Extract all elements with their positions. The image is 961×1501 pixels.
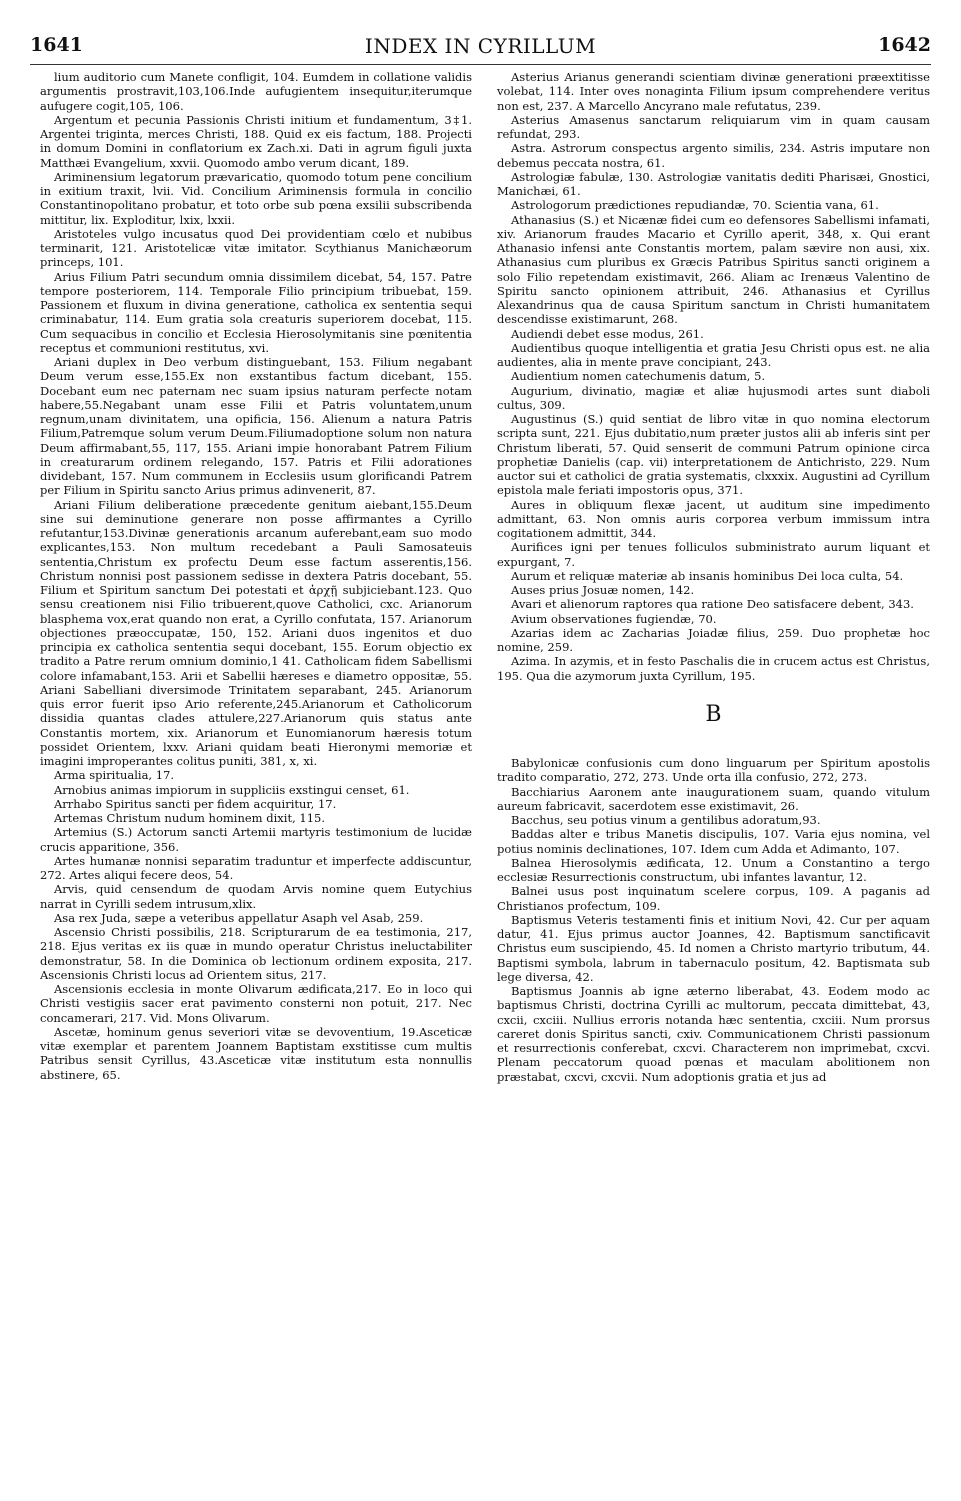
index-entry: Artemius (S.) Actorum sancti Artemii martyris testimonium de lucidæ crucis apparitione, 356. bbox=[40, 825, 472, 854]
index-entry: Avari et alienorum raptores qua ratione Deo satisfacere debent, 343. bbox=[511, 597, 914, 612]
index-entry: Auses prius Josuæ nomen, 142. bbox=[511, 583, 695, 597]
right-column-a-entries bbox=[497, 70, 930, 683]
index-entry: Arvis, quid censendum de quodam Arvis nomine quem Eutychius narrat in Cyrilli sedem intrusum,xlix. bbox=[40, 882, 472, 911]
running-title: INDEX IN CYRILLUM bbox=[364, 34, 597, 58]
index-entry: Arius Filium Patri secundum omnia dissimilem dicebat, 54, 157. Patre tempore posteriorem, 114. Temporale Filio principium tribuebat, 159. Passionem et fluxum in divina generatione, catholica ex sententia sequi criminabatur, 114. Eum gratia sola creaturis superiorem docebat, 115. Cum sequacibus in concilio et Ecclesia Hierosolymitanis sine pœnitentia receptus et communioni restitutus, xvi. bbox=[40, 269, 472, 355]
left-column bbox=[40, 70, 472, 1082]
index-entry: Audiendi debet esse modus, 261. bbox=[511, 326, 704, 341]
index-entry: Ariani duplex in Deo verbum distinguebant, 153. Filium negabant Deum verum esse,155.Ex non exstantibus factum dicebant, 155. Docebant eum nec paternam nec suam ipsius naturam perfecte notam habere,55.Negabant unam esse Filii et Patris voluntatem,unum regnum,unam divinitatem, una opificia, 156. Alienum a natura Patris Filium,Patremque solum verum Deum.Filiumadoptione solum non natura Deum affirmabant,55, 117, 155. Ariani impie honorabant Patrem Filium in creaturarum ordinem relegando, 157. Patris et Filii adorationes dividebant, 157. Num communem in Ecclesiis usum glorificandi Patrem per Filium in Spiritu sancto Arius primus adinvenerit, 87. bbox=[40, 355, 472, 498]
index-entry: Baptismus Joannis ab igne æterno liberabat, 43. Eodem modo ac baptismus Christi, doctrina Cyrilli ac multorum, peccata dimittebat, 43, cxcii, cxciii. Nullius erroris notanda hæc sententia, cxciii. Num prorsus careret donis Spiritus sancti, cxiv. Communicationem Christi passionum et resurrectionis conferebat, cxcvi. Characterem non imprimebat, cxcvi. Plenam peccatorum quoad pœnas et maculam abolitionem non præstabat, cxcvi, cxcvii. Num adoptionis gratia et jus ad bbox=[497, 984, 930, 1084]
index-entry: lium auditorio cum Manete confligit, 104. Eumdem in collatione validis argumentis prostravit,103,106.Inde aufugientem insequitur,iterumque aufugere cogit,105, 106. bbox=[40, 70, 472, 113]
index-entry: Augurium, divinatio, magiæ et aliæ hujusmodi artes sunt diaboli cultus, 309. bbox=[497, 383, 930, 412]
index-entry: Balnei usus post inquinatum scelere corpus, 109. A paganis ad Christianos profectum, 109. bbox=[497, 884, 930, 913]
index-entry: Audientium nomen catechumenis datum, 5. bbox=[511, 369, 766, 384]
index-entry: Artemas Christum nudum hominem dixit, 115. bbox=[54, 811, 325, 825]
section-letter-heading: B bbox=[705, 701, 722, 727]
index-entry: Asterius Arianus generandi scientiam divinæ generationi præextitisse volebat, 114. Inter oves nonaginta Filium ipsum comprehendere veritus non est, 237. A Marcello Ancyrano male refutatus, 239. bbox=[497, 70, 930, 113]
index-entry: Asa rex Juda, sæpe a veteribus appellatur Asaph vel Asab, 259. bbox=[54, 910, 424, 925]
index-entry: Ascensio Christi possibilis, 218. Scripturarum de ea testimonia, 217, 218. Ejus veritas ex iis quæ in mundo operatur Christus ineluctabiliter demonstratur, 58. In die Dominica ob lectionum ordinem exposita, 217. Ascensionis Christi locus ad Orientem situs, 217. bbox=[40, 925, 472, 982]
page-header bbox=[30, 34, 931, 60]
index-entry: Bacchiarius Aaronem ante inaugurationem suam, quando vitulum aureum fabricavit, sacerdotem esse existimavit, 26. bbox=[497, 784, 930, 813]
index-entry: Augustinus (S.) quid sentiat de libro vitæ in quo nomina electorum scripta sunt, 221. Ejus dubitatio,num præter justos alii ab inferis sint per Christum liberati, 57. Quid senserit de communi Patrum opinione circa prophetiæ Danielis (cap. vii) interpretationem de Antichristo, 229. Num auctor sui et catholici de gratia systematis, clxxxix. Augustini ad Cyrillum epistola male feriati impostoris opus, 371. bbox=[497, 412, 930, 498]
index-entry: Bacchus, seu potius vinum a gentilibus adoratum,93. bbox=[511, 813, 821, 827]
right-page-number: 1642 bbox=[878, 34, 931, 56]
header-rule bbox=[30, 64, 931, 65]
index-entry: Artes humanæ nonnisi separatim traduntur et imperfecte addiscuntur, 272. Artes aliqui fecere deos, 54. bbox=[40, 853, 472, 882]
index-entry: Azima. In azymis, et in festo Paschalis die in crucem actus est Christus, 195. Qua die azymorum juxta Cyrillum, 195. bbox=[497, 654, 930, 683]
index-entry: Aurifices igni per tenues folliculos subministrato aurum liquant et expurgant, 7. bbox=[497, 540, 930, 569]
right-column-b-entries bbox=[497, 756, 930, 1084]
index-entry: Avium observationes fugiendæ, 70. bbox=[511, 611, 717, 626]
index-entry: Ascetæ, hominum genus severiori vitæ se devoventium, 19.Asceticæ vitæ exemplar et parentem Joannem Baptistam exstitisse cum multis Patribus sensit Cyrillus, 43.Asceticæ vitæ institutum esta nonnullis abstinere, 65. bbox=[40, 1024, 472, 1082]
index-entry: Ascensionis ecclesia in monte Olivarum ædificata,217. Eo in loco qui Christi vestigiis sacer erat pavimento consterni non potuit, 217. Nec concamerari, 217. Vid. Mons Olivarum. bbox=[40, 982, 472, 1025]
index-entry: Baptismus Veteris testamenti finis et initium Novi, 42. Cur per aquam datur, 41. Ejus primus auctor Joannes, 42. Baptismum sanctificavit Christus eum suscipiendo, 45. Id nomen a Christo martyrio tributum, 44. Baptismi symbola, labrum in tabernaculo positum, 42. Baptismata sub lege diversa, 42. bbox=[497, 912, 930, 984]
index-entry: Asterius Amasenus sanctarum reliquiarum vim in quam causam refundat, 293. bbox=[497, 112, 930, 141]
index-entry: Baddas alter e tribus Manetis discipulis, 107. Varia ejus nomina, vel potius nominis declinationes, 107. Idem cum Adda et Adimanto, 107. bbox=[497, 827, 930, 856]
index-entry: Ariminensium legatorum prævaricatio, quomodo totum pene concilium in exitium traxit, lvii. Vid. Concilium Ariminensis formula in concilio Constantinopolitano probatur, et toto orbe sub pœna exsilii subscribenda mittitur, lix. Exploditur, lxix, lxxii. bbox=[40, 169, 472, 227]
index-entry: Athanasius (S.) et Nicænæ fidei cum eo defensores Sabellismi infamati, xiv. Arianorum fraudes Macario et Cyrillo aperit, 348, x. Qui erant Athanasio infensi ante Constantis mortem, palam sævire non ausi, xix. Athanasius cum pluribus ex Græcis Patribus Spiritus sancti originem a solo Filio repetendam existimavit, 266. Aliam ac Irenæus Valentino de Spiritu sancto opinionem attribuit, 246. Athanasius et Cyrillus Alexandrinus qua de causa Spiritum sanctum in Christi humanitatem descendisse existimarunt, 268. bbox=[497, 212, 930, 327]
right-column bbox=[497, 70, 930, 1084]
index-entry: Babylonicæ confusionis cum dono linguarum per Spiritum apostolis tradito comparatio, 272, 273. Unde orta illa confusio, 272, 273. bbox=[497, 756, 930, 785]
index-entry: Arma spiritualia, 17. bbox=[54, 768, 175, 783]
index-entry: Aures in obliquum flexæ jacent, ut auditum sine impedimento admittant, 63. Non omnis auris corporea verbum immissum intra cogitationem admittit, 344. bbox=[497, 497, 930, 540]
index-entry: Arrhabo Spiritus sancti per fidem acquiritur, 17. bbox=[54, 796, 337, 811]
index-entry: Astra. Astrorum conspectus argento similis, 234. Astris imputare non debemus peccata nostra, 61. bbox=[497, 141, 930, 170]
index-entry: Astrologiæ fabulæ, 130. Astrologiæ vanitatis dediti Pharisæi, Gnostici, Manichæi, 61. bbox=[497, 169, 930, 198]
index-entry: Aristoteles vulgo incusatus quod Dei providentiam cœlo et nubibus terminarit, 121. Aristotelicæ vitæ imitator. Scythianus Manichæorum princeps, 101. bbox=[40, 226, 472, 270]
left-page-number: 1641 bbox=[30, 34, 83, 56]
index-entry: Argentum et pecunia Passionis Christi initium et fundamentum, 3‡1. Argentei triginta, merces Christi, 188. Quid ex eis factum, 188. Projecti in domum Domini in conflatorium ex Zach.xi. Dati in agrum figuli juxta Matthæi Evangelium, xxvii. Quomodo ambo verum dicant, 189. bbox=[40, 112, 472, 170]
index-entry: Aurum et reliquæ materiæ ab insanis hominibus Dei loca culta, 54. bbox=[511, 568, 904, 583]
index-entry: Astrologorum prædictiones repudiandæ, 70. Scientia vana, 61. bbox=[511, 198, 879, 213]
index-entry: Azarias idem ac Zacharias Joiadæ filius, 259. Duo prophetæ hoc nomine, 259. bbox=[497, 625, 930, 654]
index-entry: Balnea Hierosolymis ædificata, 12. Unum a Constantino a tergo ecclesiæ Resurrectionis constructum, ubi infantes lavantur, 12. bbox=[497, 855, 930, 884]
index-entry: Ariani Filium deliberatione præcedente genitum aiebant,155.Deum sine sui deminutione generare non posse affirmantes a Cyrillo refutantur,153.Divinæ generationis arcanum auferebant,eam suo modo explicantes,153. Non multum recedebant a Pauli Samosateuis sententia,Christum ex profectu Deum esse factum asserentis,156. Christum nonnisi post passionem sedisse in dextera Patris docebant, 55. Filium et Spiritum sanctum Dei potestati et ἀρχῇ subjiciebant.123. Quo sensu creationem nisi Filio tribuerent,quove Catholici, cxc. Arianorum blasphema vox,erat quando non erat, a Cyrillo confutata, 157. Arianorum objectiones præoccupatæ, 150, 152. Ariani duos ingenitos et duo principia ex catholica sententia sequi docebant, 155. Eorum objectio ex tradito a Patre rerum omnium dominio,1 41. Catholicam fidem Sabellismi colore infamabant,153. Arii et Sabellii hæreses e diametro oppositæ, 55. Ariani Sabelliani diversimode Trinitatem separabant, 245. Arianorum quis error fuerit ipso Ario referente,245.Arianorum et Catholicorum dissidia quantas clades attulere,227.Arianorum quis status ante Constantis mortem, xix. Arianorum et Eunomianorum hæresis totum possidet Orientem, lxxv. Ariani quidam beati Hieronymi memoriæ et imagini improperantes colitus puniti, 381, x, xi. bbox=[40, 497, 472, 768]
index-entry: Arnobius animas impiorum in suppliciis exstingui censet, 61. bbox=[54, 782, 410, 797]
index-entry: Audientibus quoque intelligentia et gratia Jesu Christi opus est. ne alia audientes, alia in mente prave concipiant, 243. bbox=[497, 340, 930, 369]
